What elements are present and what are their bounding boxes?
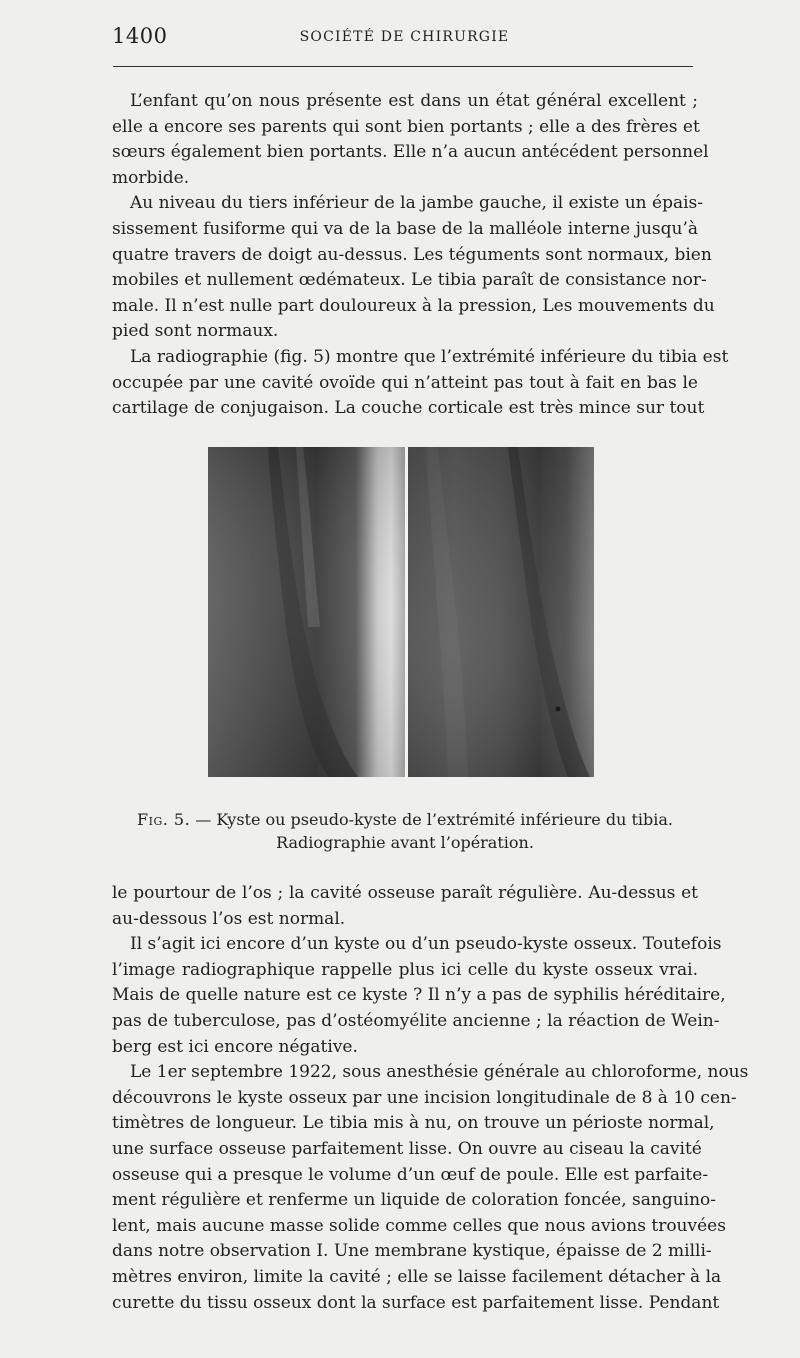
text-line: sissement fusiforme qui va de la base de la malléole interne jusqu’à bbox=[112, 218, 698, 239]
running-head: SOCIÉTÉ DE CHIRURGIE bbox=[299, 29, 510, 45]
text-line: morbide. bbox=[112, 167, 190, 188]
caption-line-1 bbox=[112, 808, 698, 831]
page-number: 1400 bbox=[112, 24, 168, 48]
text-line: male. Il n’est nulle part douloureux à la pression, Les mouvements du bbox=[112, 295, 715, 316]
text-line: cartilage de conjugaison. La couche corticale est très mince sur tout bbox=[112, 398, 705, 419]
text-line: La radiographie (fig. 5) montre que l’extrémité inférieure du tibia est bbox=[130, 346, 729, 367]
text-line: mètres environ, limite la cavité ; elle se laisse facilement détacher à la bbox=[112, 1266, 722, 1287]
header-rule bbox=[113, 66, 693, 67]
text-line: Mais de quelle nature est ce kyste ? Il n’y a pas de syphilis héréditaire, bbox=[112, 985, 726, 1006]
text-line: mobiles et nullement œdémateux. Le tibia paraît de consistance nor- bbox=[112, 270, 707, 291]
text-line: ment régulière et renferme un liquide de coloration foncée, sanguino- bbox=[112, 1190, 717, 1211]
text-line: sœurs également bien portants. Elle n’a aucun antécédent personnel bbox=[112, 142, 709, 163]
text-line: curette du tissu osseux dont la surface est parfaitement lisse. Pendant bbox=[112, 1292, 720, 1313]
text-line: lent, mais aucune masse solide comme celles que nous avions trouvées bbox=[112, 1215, 726, 1236]
text-line: quatre travers de doigt au-dessus. Les téguments sont normaux, bien bbox=[112, 244, 712, 265]
body-text-before-figure bbox=[112, 89, 729, 422]
text-line: elle a encore ses parents qui sont bien portants ; elle a des frères et bbox=[112, 116, 700, 137]
text-line: berg est ici encore négative. bbox=[112, 1036, 358, 1057]
text-line: Il s’agit ici encore d’un kyste ou d’un pseudo-kyste osseux. Toutefois bbox=[130, 934, 722, 955]
radiograph-left-panel bbox=[208, 447, 405, 777]
text-line: dans notre observation I. Une membrane kystique, épaisse de 2 milli- bbox=[112, 1241, 712, 1262]
radiograph-right-panel bbox=[408, 447, 594, 777]
body-text-after-figure bbox=[112, 881, 749, 1316]
text-line: osseuse qui a presque le volume d’un œuf de poule. Elle est parfaite- bbox=[112, 1164, 709, 1185]
text-line: pied sont normaux. bbox=[112, 321, 279, 342]
figure-label: Fig. 5. bbox=[137, 810, 191, 829]
text-line: découvrons le kyste osseux par une incision longitudinale de 8 à 10 cen- bbox=[112, 1087, 737, 1108]
page-header bbox=[112, 24, 697, 54]
text-line: au-dessous l’os est normal. bbox=[112, 908, 346, 929]
text-line: Le 1er septembre 1922, sous anesthésie générale au chloroforme, nous bbox=[130, 1062, 749, 1083]
text-line: L’enfant qu’on nous présente est dans un état général excellent ; bbox=[130, 91, 698, 111]
text-line: occupée par une cavité ovoïde qui n’atteint pas tout à fait en bas le bbox=[112, 372, 698, 393]
figure-caption bbox=[112, 808, 698, 854]
text-line: Au niveau du tiers inférieur de la jambe gauche, il existe un épais- bbox=[130, 193, 703, 214]
text-line: une surface osseuse parfaitement lisse. On ouvre au ciseau la cavité bbox=[112, 1138, 702, 1159]
text-line: le pourtour de l’os ; la cavité osseuse paraît régulière. Au-dessus et bbox=[112, 883, 698, 903]
text-line: timètres de longueur. Le tibia mis à nu, on trouve un périoste normal, bbox=[112, 1113, 715, 1134]
text-line: pas de tuberculose, pas d’ostéomyélite ancienne ; la réaction de Wein- bbox=[112, 1010, 720, 1031]
text-line: l’image radiographique rappelle plus ici celle du kyste osseux vrai. bbox=[112, 959, 698, 980]
radiograph-figure bbox=[208, 447, 594, 777]
caption-text: — Kyste ou pseudo-kyste de l’extrémité inférieure du tibia. bbox=[190, 810, 673, 829]
caption-line-2: Radiographie avant l’opération. bbox=[276, 833, 534, 852]
